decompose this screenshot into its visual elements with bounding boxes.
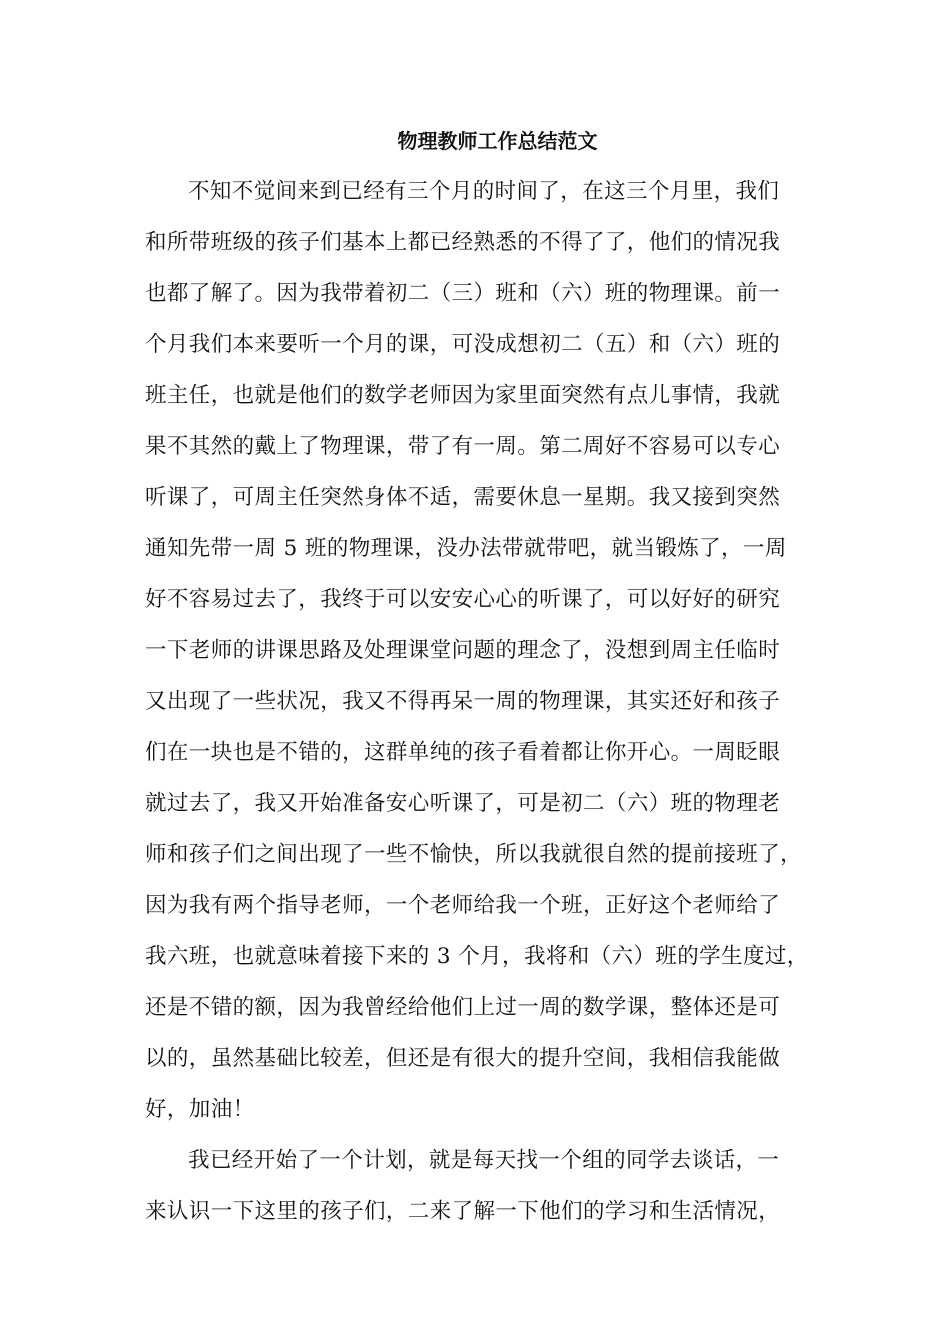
text-line: 以的，虽然基础比较差，但还是有很大的提升空间，我相信我能做 [145, 1046, 781, 1071]
text-line: 还是不错的额，因为我曾经给他们上过一周的数学课，整体还是可 [145, 995, 781, 1020]
paragraph-2 [145, 1141, 825, 1243]
text-line: 好，加油！ [145, 1097, 255, 1122]
text-line: 来认识一下这里的孩子们，二来了解一下他们的学习和生活情况， [145, 1199, 781, 1224]
text-line: 也都了解了。因为我带着初二（三）班和（六）班的物理课。前一 [145, 281, 781, 306]
text-line: 就过去了，我又开始准备安心听课了，可是初二（六）班的物理老 [145, 791, 781, 816]
text-line: 们在一块也是不错的，这群单纯的孩子看着都让你开心。一周眨眼 [145, 740, 781, 765]
text-line: 和所带班级的孩子们基本上都已经熟悉的不得了了，他们的情况我 [145, 230, 781, 255]
paragraph-1 [145, 172, 825, 1141]
document-body [145, 172, 825, 1243]
text-line: 通知先带一周 5 班的物理课，没办法带就带吧，就当锻炼了，一周 [145, 536, 787, 561]
text-line: 又出现了一些状况，我又不得再呆一周的物理课，其实还好和孩子 [145, 689, 781, 714]
text-line: 我六班，也就意味着接下来的 3 个月，我将和（六）班的学生度过， [145, 944, 809, 969]
text-line: 一下老师的讲课思路及处理课堂问题的理念了，没想到周主任临时 [145, 638, 781, 663]
text-line: 师和孩子们之间出现了一些不愉快，所以我就很自然的提前接班了， [145, 842, 803, 867]
text-line: 个月我们本来要听一个月的课，可没成想初二（五）和（六）班的 [145, 332, 781, 357]
text-line: 不知不觉间来到已经有三个月的时间了，在这三个月里，我们 [188, 179, 780, 204]
text-line: 听课了，可周主任突然身体不适，需要休息一星期。我又接到突然 [145, 485, 781, 510]
text-line: 我已经开始了一个计划，就是每天找一个组的同学去谈话，一 [188, 1148, 780, 1173]
text-line: 班主任，也就是他们的数学老师因为家里面突然有点儿事情，我就 [145, 383, 781, 408]
document-title: 物理教师工作总结范文 [397, 129, 598, 153]
text-line: 因为我有两个指导老师，一个老师给我一个班，正好这个老师给了 [145, 893, 781, 918]
text-line: 果不其然的戴上了物理课，带了有一周。第二周好不容易可以专心 [145, 434, 781, 459]
text-line: 好不容易过去了，我终于可以安安心心的听课了，可以好好的研究 [145, 587, 781, 612]
